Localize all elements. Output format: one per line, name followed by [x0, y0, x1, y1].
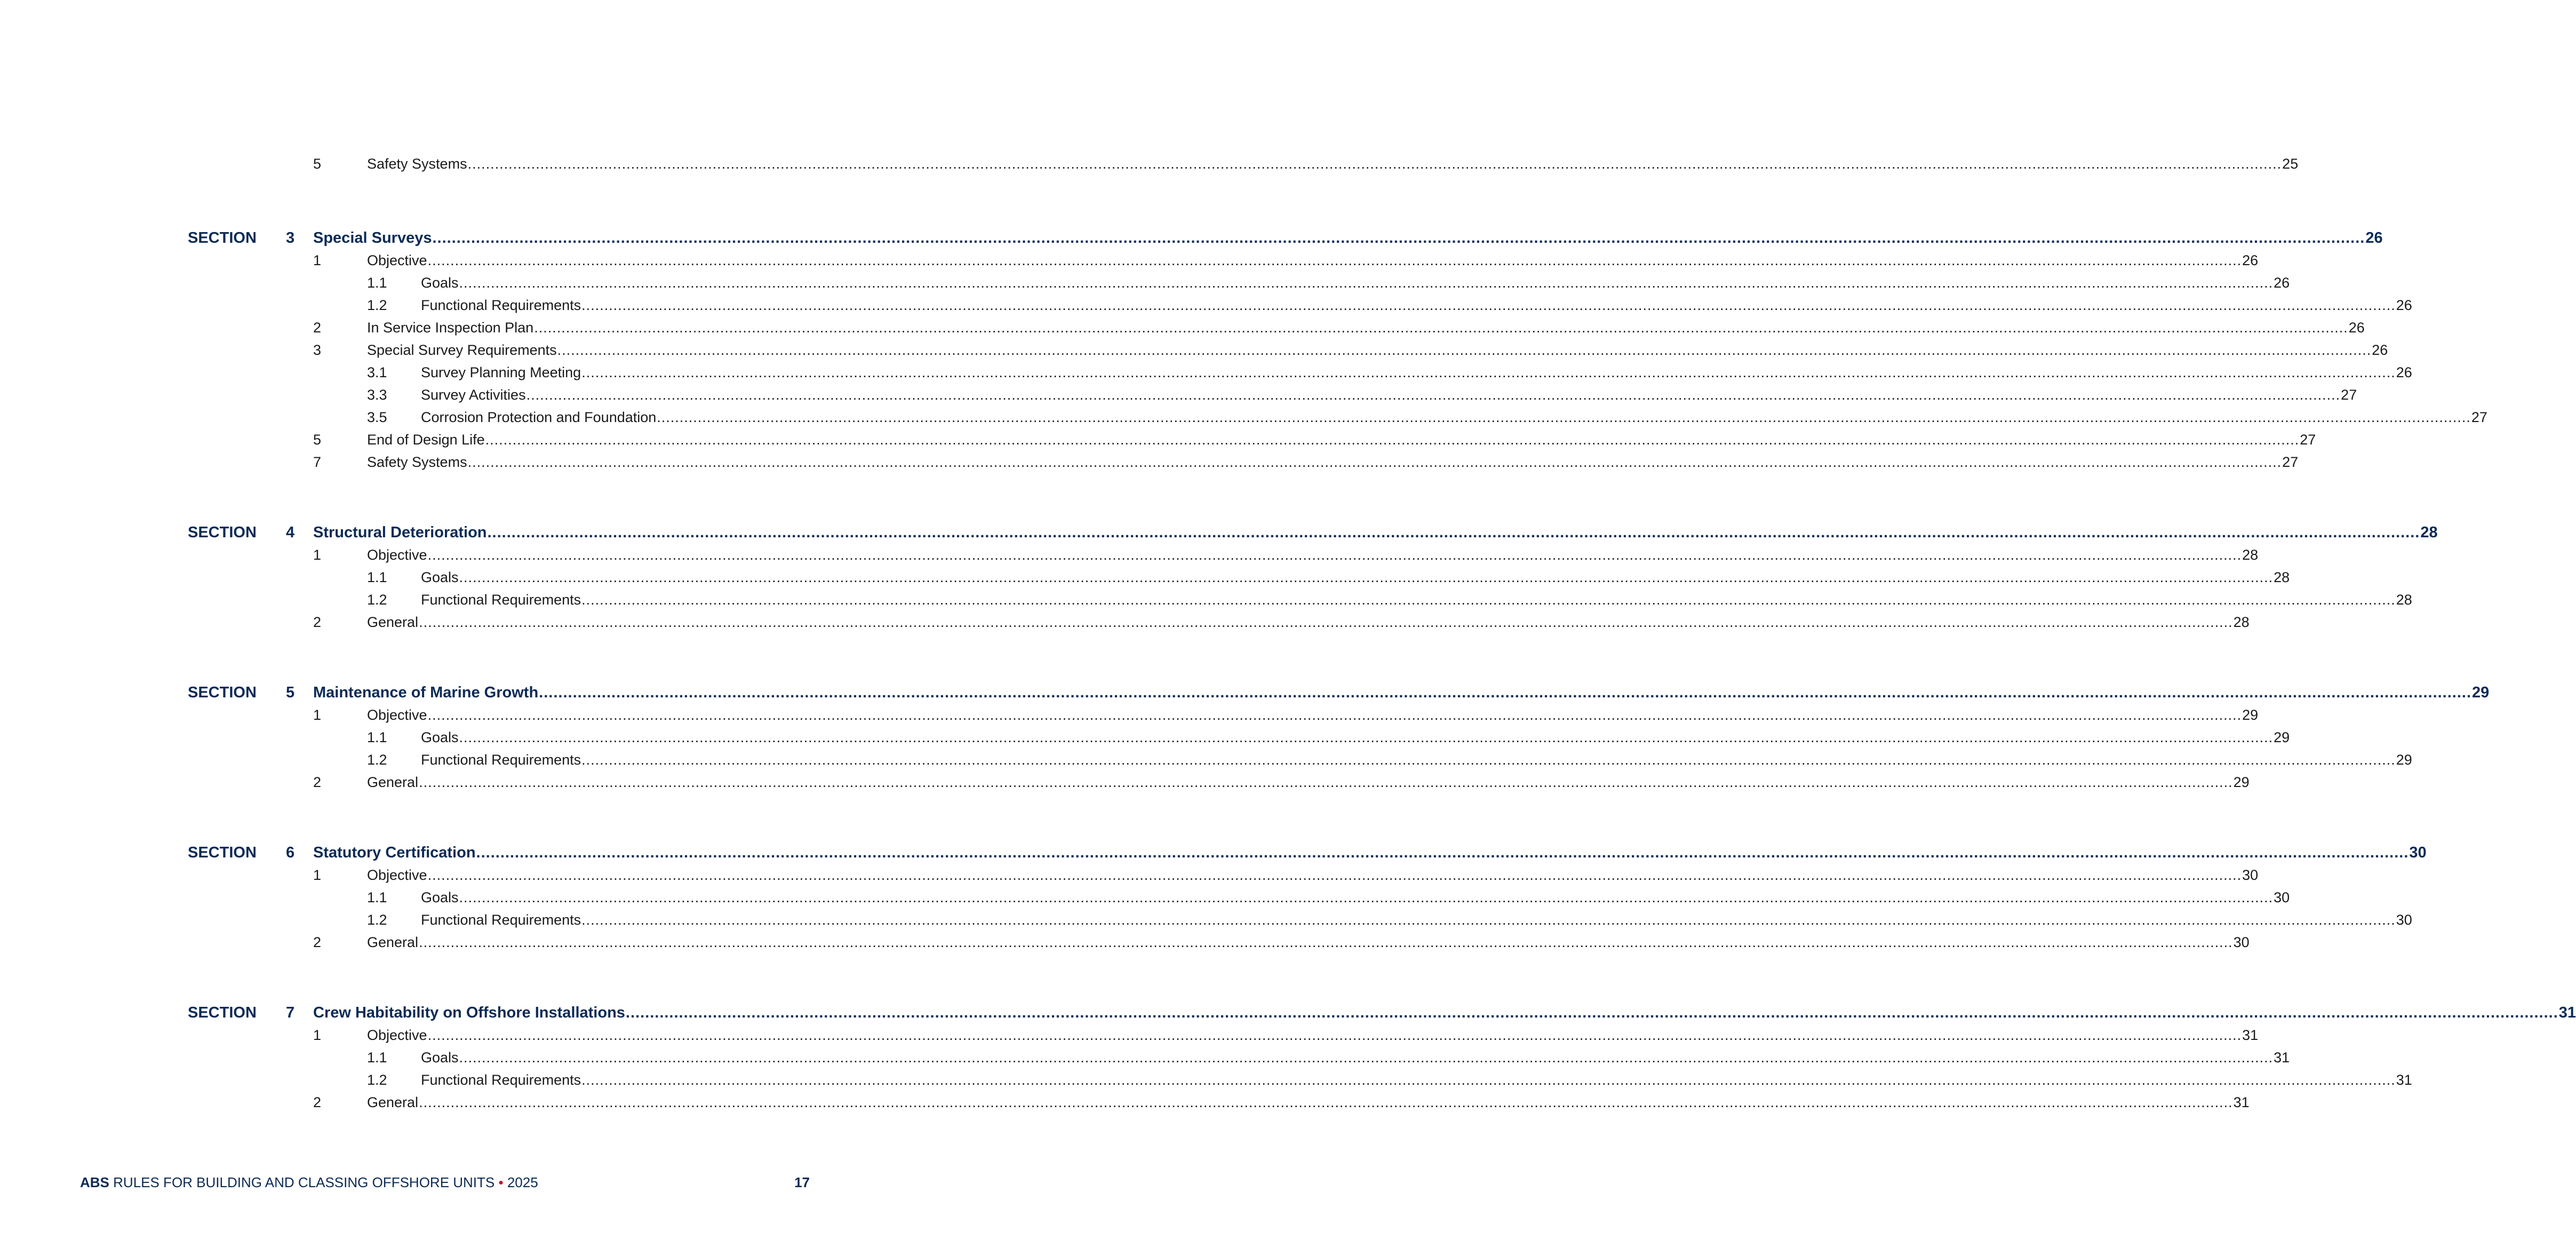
toc-entry-page: 27 — [2471, 409, 2487, 425]
section-number: 7 — [286, 1004, 295, 1021]
dot-leader: ................................................................................................................................................................................................................................................................................................................................................................................................................ — [657, 409, 2471, 425]
section-number: 6 — [286, 844, 295, 861]
toc-entry-title: Corrosion Protection and Foundation — [421, 409, 657, 425]
toc-subentry[interactable] — [367, 887, 2290, 908]
toc-entry[interactable] — [313, 250, 2259, 271]
footer-title: RULES FOR BUILDING AND CLASSING OFFSHORE UNITS — [113, 1174, 495, 1190]
toc-subentry[interactable] — [367, 407, 2487, 428]
toc-entry-title: General — [367, 934, 419, 950]
toc-subentry[interactable] — [367, 589, 2412, 610]
toc-entry-page: 28 — [2242, 547, 2259, 563]
toc-entry-page: 25 — [2282, 156, 2299, 172]
toc-subentry[interactable] — [367, 1069, 2412, 1091]
dot-leader: ................................................................................................................................................................................................................................................................................................................................................................................................................ — [581, 912, 2396, 928]
dot-leader: ................................................................................................................................................................................................................................................................................................................................................................................................................ — [427, 547, 2242, 563]
toc-entry-title: In Service Inspection Plan — [367, 320, 534, 336]
toc-entry-title: Objective — [367, 867, 427, 883]
dot-leader: ................................................................................................................................................................................................................................................................................................................................................................................................................ — [459, 889, 2274, 905]
toc-entry[interactable] — [313, 317, 2365, 338]
toc-entry-number: 5 — [313, 432, 322, 448]
toc-entry[interactable] — [313, 544, 2259, 566]
toc-entry-page: 30 — [2409, 844, 2427, 861]
toc-entry-number: 1.2 — [367, 592, 387, 608]
dot-leader: ................................................................................................................................................................................................................................................................................................................................................................................................................ — [534, 320, 2348, 336]
dot-leader: ................................................................................................................................................................................................................................................................................................................................................................................................................ — [526, 387, 2341, 403]
footer-bullet: • — [498, 1174, 504, 1190]
toc-entry-title: Goals — [421, 889, 459, 905]
dot-leader: ................................................................................................................................................................................................................................................................................................................................................................................................................ — [459, 569, 2274, 585]
toc-entry-number: 2 — [313, 1094, 322, 1110]
toc-entry-title: Structural Deterioration — [313, 524, 487, 541]
toc-entry-title: Safety Systems — [367, 454, 467, 470]
toc-entry-page: 29 — [2242, 707, 2259, 723]
toc-entry[interactable] — [313, 932, 2250, 953]
toc-subentry[interactable] — [367, 1047, 2290, 1068]
toc-entry-page: 27 — [2300, 432, 2316, 448]
dot-leader: ................................................................................................................................................................................................................................................................................................................................................................................................................ — [539, 684, 2472, 701]
toc-entry-title: Maintenance of Marine Growth — [313, 684, 539, 701]
toc-entry-page: 30 — [2233, 934, 2250, 950]
toc-entry-title: Crew Habitability on Offshore Installations — [313, 1004, 625, 1021]
toc-entry-number: 5 — [313, 156, 322, 172]
toc-entry-title: Goals — [421, 569, 459, 585]
toc-entry[interactable] — [313, 339, 2388, 361]
toc-section-heading[interactable] — [313, 842, 2427, 863]
toc-subentry[interactable] — [367, 567, 2290, 588]
dot-leader: ................................................................................................................................................................................................................................................................................................................................................................................................................ — [459, 275, 2274, 291]
dot-leader: ................................................................................................................................................................................................................................................................................................................................................................................................................ — [467, 454, 2282, 470]
toc-entry-number: 1.2 — [367, 297, 387, 313]
toc-section-heading[interactable] — [313, 522, 2438, 543]
toc-section-heading[interactable] — [313, 1002, 2576, 1023]
toc-entry-page: 30 — [2396, 912, 2412, 928]
section-label: SECTION — [188, 1004, 257, 1021]
toc-entry-number: 2 — [313, 774, 322, 790]
dot-leader: ................................................................................................................................................................................................................................................................................................................................................................................................................ — [427, 707, 2242, 723]
toc-entry-page: 31 — [2558, 1004, 2576, 1021]
toc-entry[interactable] — [313, 451, 2299, 473]
toc-entry-page: 29 — [2396, 752, 2412, 768]
toc-entry-title: General — [367, 774, 419, 790]
dot-leader: ................................................................................................................................................................................................................................................................................................................................................................................................................ — [625, 1004, 2558, 1021]
toc-entry-title: End of Design Life — [367, 432, 485, 448]
toc-entry-number: 1 — [313, 707, 322, 723]
toc-entry-page: 29 — [2472, 684, 2490, 701]
dot-leader: ................................................................................................................................................................................................................................................................................................................................................................................................................ — [427, 867, 2242, 883]
toc-entry[interactable] — [313, 611, 2250, 633]
toc-subentry[interactable] — [367, 909, 2412, 931]
dot-leader: ................................................................................................................................................................................................................................................................................................................................................................................................................ — [467, 156, 2282, 172]
toc-entry-title: Goals — [421, 729, 459, 745]
toc-entry-number: 1.2 — [367, 752, 387, 768]
dot-leader: ................................................................................................................................................................................................................................................................................................................................................................................................................ — [459, 729, 2274, 745]
toc-entry-number: 1 — [313, 547, 322, 563]
toc-entry[interactable] — [313, 864, 2259, 886]
toc-entry-number: 1 — [313, 1027, 322, 1043]
toc-entry-number: 2 — [313, 614, 322, 630]
toc-entry-title: Special Surveys — [313, 229, 432, 247]
toc-entry-number: 2 — [313, 320, 322, 336]
section-number: 5 — [286, 684, 295, 701]
toc-entry-title: Objective — [367, 1027, 427, 1043]
dot-leader: ................................................................................................................................................................................................................................................................................................................................................................................................................ — [581, 1072, 2396, 1088]
toc-entry-page: 31 — [2242, 1027, 2259, 1043]
page-footer — [80, 1172, 810, 1193]
dot-leader: ................................................................................................................................................................................................................................................................................................................................................................................................................ — [419, 934, 2233, 950]
toc-entry-number: 3 — [313, 342, 322, 358]
toc-entry-page: 27 — [2282, 454, 2299, 470]
footer-year: 2025 — [507, 1174, 538, 1190]
dot-leader: ................................................................................................................................................................................................................................................................................................................................................................................................................ — [459, 1050, 2274, 1066]
dot-leader: ................................................................................................................................................................................................................................................................................................................................................................................................................ — [487, 524, 2420, 541]
dot-leader: ................................................................................................................................................................................................................................................................................................................................................................................................................ — [557, 342, 2372, 358]
toc-entry-page: 28 — [2274, 569, 2290, 585]
toc-entry-title: Special Survey Requirements — [367, 342, 557, 358]
toc-entry-page: 28 — [2420, 524, 2438, 541]
toc-subentry[interactable] — [367, 362, 2412, 383]
toc-entry-page: 31 — [2274, 1050, 2290, 1066]
toc-subentry[interactable] — [367, 295, 2412, 316]
dot-leader: ................................................................................................................................................................................................................................................................................................................................................................................................................ — [581, 592, 2396, 608]
toc-entry-number: 7 — [313, 454, 322, 470]
dot-leader: ................................................................................................................................................................................................................................................................................................................................................................................................................ — [476, 844, 2409, 861]
toc-entry[interactable] — [313, 429, 2316, 450]
section-label: SECTION — [188, 524, 257, 541]
toc-entry-number: 1 — [313, 252, 322, 268]
section-label: SECTION — [188, 229, 257, 247]
toc-entry-title: Functional Requirements — [421, 297, 581, 313]
dot-leader: ................................................................................................................................................................................................................................................................................................................................................................................................................ — [581, 364, 2396, 380]
toc-section-heading[interactable] — [313, 682, 2490, 703]
toc-entry-number: 1.1 — [367, 1050, 387, 1066]
toc-entry-page: 26 — [2348, 320, 2365, 336]
toc-subentry[interactable] — [367, 272, 2290, 293]
toc-entry-title: Functional Requirements — [421, 592, 581, 608]
toc-entry[interactable] — [313, 704, 2259, 726]
toc-entry-page: 31 — [2396, 1072, 2412, 1088]
toc-entry-number: 3.1 — [367, 364, 387, 380]
toc-entry-page: 26 — [2372, 342, 2388, 358]
toc-entry-title: Survey Planning Meeting — [421, 364, 581, 380]
toc-entry-page: 26 — [2396, 297, 2412, 313]
toc-entry-title: Objective — [367, 252, 427, 268]
toc-entry-number: 1.1 — [367, 729, 387, 745]
toc-entry-page: 30 — [2242, 867, 2259, 883]
section-number: 4 — [286, 524, 295, 541]
toc-entry-title: Goals — [421, 275, 459, 291]
toc-entry-number: 3.3 — [367, 387, 387, 403]
dot-leader: ................................................................................................................................................................................................................................................................................................................................................................................................................ — [581, 752, 2396, 768]
toc-entry-title: Survey Activities — [421, 387, 526, 403]
section-number: 3 — [286, 229, 295, 247]
dot-leader: ................................................................................................................................................................................................................................................................................................................................................................................................................ — [432, 229, 2365, 247]
toc-entry-page: 28 — [2396, 592, 2412, 608]
toc-section-heading[interactable] — [313, 227, 2383, 249]
toc-entry-number: 1.2 — [367, 912, 387, 928]
section-label: SECTION — [188, 844, 257, 861]
dot-leader: ................................................................................................................................................................................................................................................................................................................................................................................................................ — [581, 297, 2396, 313]
toc-entry-page: 31 — [2233, 1094, 2250, 1110]
section-label: SECTION — [188, 684, 257, 701]
toc-entry-number: 1.1 — [367, 889, 387, 905]
toc-entry[interactable] — [313, 1024, 2259, 1046]
toc-entry-title: Functional Requirements — [421, 1072, 581, 1088]
toc-entry-page: 26 — [2242, 252, 2259, 268]
toc-entry-page: 28 — [2233, 614, 2250, 630]
toc-entry-number: 1.1 — [367, 275, 387, 291]
toc-entry-title: Safety Systems — [367, 156, 467, 172]
toc-entry-title: General — [367, 1094, 419, 1110]
toc-entry-number: 1.2 — [367, 1072, 387, 1088]
toc-entry-page: 26 — [2365, 229, 2383, 247]
toc-entry-number: 2 — [313, 934, 322, 950]
toc-entry-page: 29 — [2274, 729, 2290, 745]
dot-leader: ................................................................................................................................................................................................................................................................................................................................................................................................................ — [419, 614, 2233, 630]
toc-entry-title: Objective — [367, 547, 427, 563]
toc-entry-title: General — [367, 614, 419, 630]
toc-entry-title: Goals — [421, 1050, 459, 1066]
toc-entry-title: Statutory Certification — [313, 844, 476, 861]
toc-entry-page: 26 — [2274, 275, 2290, 291]
toc-entry[interactable] — [313, 772, 2250, 793]
toc-subentry[interactable] — [367, 749, 2412, 770]
dot-leader: ................................................................................................................................................................................................................................................................................................................................................................................................................ — [427, 252, 2242, 268]
toc-entry-number: 3.5 — [367, 409, 387, 425]
toc-entry-title: Functional Requirements — [421, 912, 581, 928]
dot-leader: ................................................................................................................................................................................................................................................................................................................................................................................................................ — [419, 1094, 2233, 1110]
toc-subentry[interactable] — [367, 727, 2290, 748]
dot-leader: ................................................................................................................................................................................................................................................................................................................................................................................................................ — [427, 1027, 2242, 1043]
toc-entry-title: Functional Requirements — [421, 752, 581, 768]
toc-entry-page: 26 — [2396, 364, 2412, 380]
toc-entry[interactable] — [313, 153, 2299, 174]
footer-brand: ABS — [80, 1174, 109, 1190]
dot-leader: ................................................................................................................................................................................................................................................................................................................................................................................................................ — [419, 774, 2233, 790]
toc-subentry[interactable] — [367, 384, 2357, 406]
toc-entry-page: 30 — [2274, 889, 2290, 905]
toc-entry-number: 1.1 — [367, 569, 387, 585]
toc-entry-page: 27 — [2341, 387, 2357, 403]
toc-entry-number: 1 — [313, 867, 322, 883]
page-number: 17 — [794, 1174, 810, 1190]
toc-entry[interactable] — [313, 1092, 2250, 1113]
toc-entry-title: Objective — [367, 707, 427, 723]
toc-entry-page: 29 — [2233, 774, 2250, 790]
dot-leader: ................................................................................................................................................................................................................................................................................................................................................................................................................ — [485, 432, 2300, 448]
